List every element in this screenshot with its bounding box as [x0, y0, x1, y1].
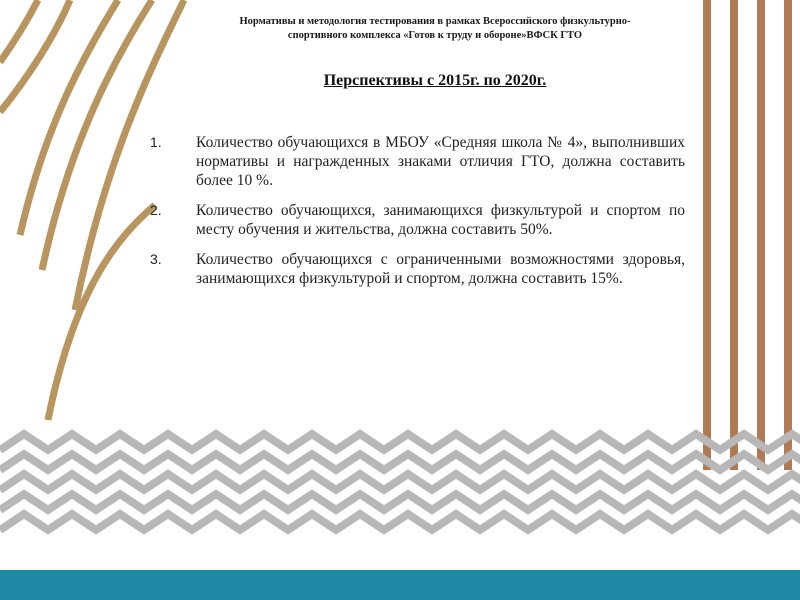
- header-line-1: Нормативы и методология тестирования в рамках Всероссийского физкультурно-: [239, 16, 631, 27]
- zigzag-pattern: [0, 434, 800, 530]
- bottom-band: [0, 546, 800, 600]
- vertical-stripes: [703, 0, 792, 470]
- list-item-text: Количество обучающихся в МБОУ «Средняя школа № 4», выполнивших нормативы и награжденных знаками отличия ГТО, должна составить более 10 %.: [196, 134, 685, 189]
- list-item: [150, 250, 685, 288]
- list-item: [150, 133, 685, 190]
- list-item-number: 3.: [150, 251, 162, 267]
- list-item-text: Количество обучающихся, занимающихся физкультурой и спортом по месту обучения и жительства, должна составить 50%.: [196, 202, 685, 238]
- slide-header: [190, 15, 680, 43]
- header-line-2: спортивного комплекса «Готов к труду и обороне»ВФСК ГТО: [287, 30, 583, 41]
- teal-bar: [0, 570, 800, 600]
- list-item-text: Количество обучающихся с ограниченными возможностями здоровья, занимающихся физкультурой и спортом, должна составить 15%.: [196, 251, 685, 287]
- numbered-list: [150, 133, 685, 299]
- list-item-number: 2.: [150, 202, 162, 218]
- list-item-number: 1.: [150, 134, 162, 150]
- list-item: [150, 201, 685, 239]
- slide-title: Перспективы с 2015г. по 2020г.: [323, 72, 547, 89]
